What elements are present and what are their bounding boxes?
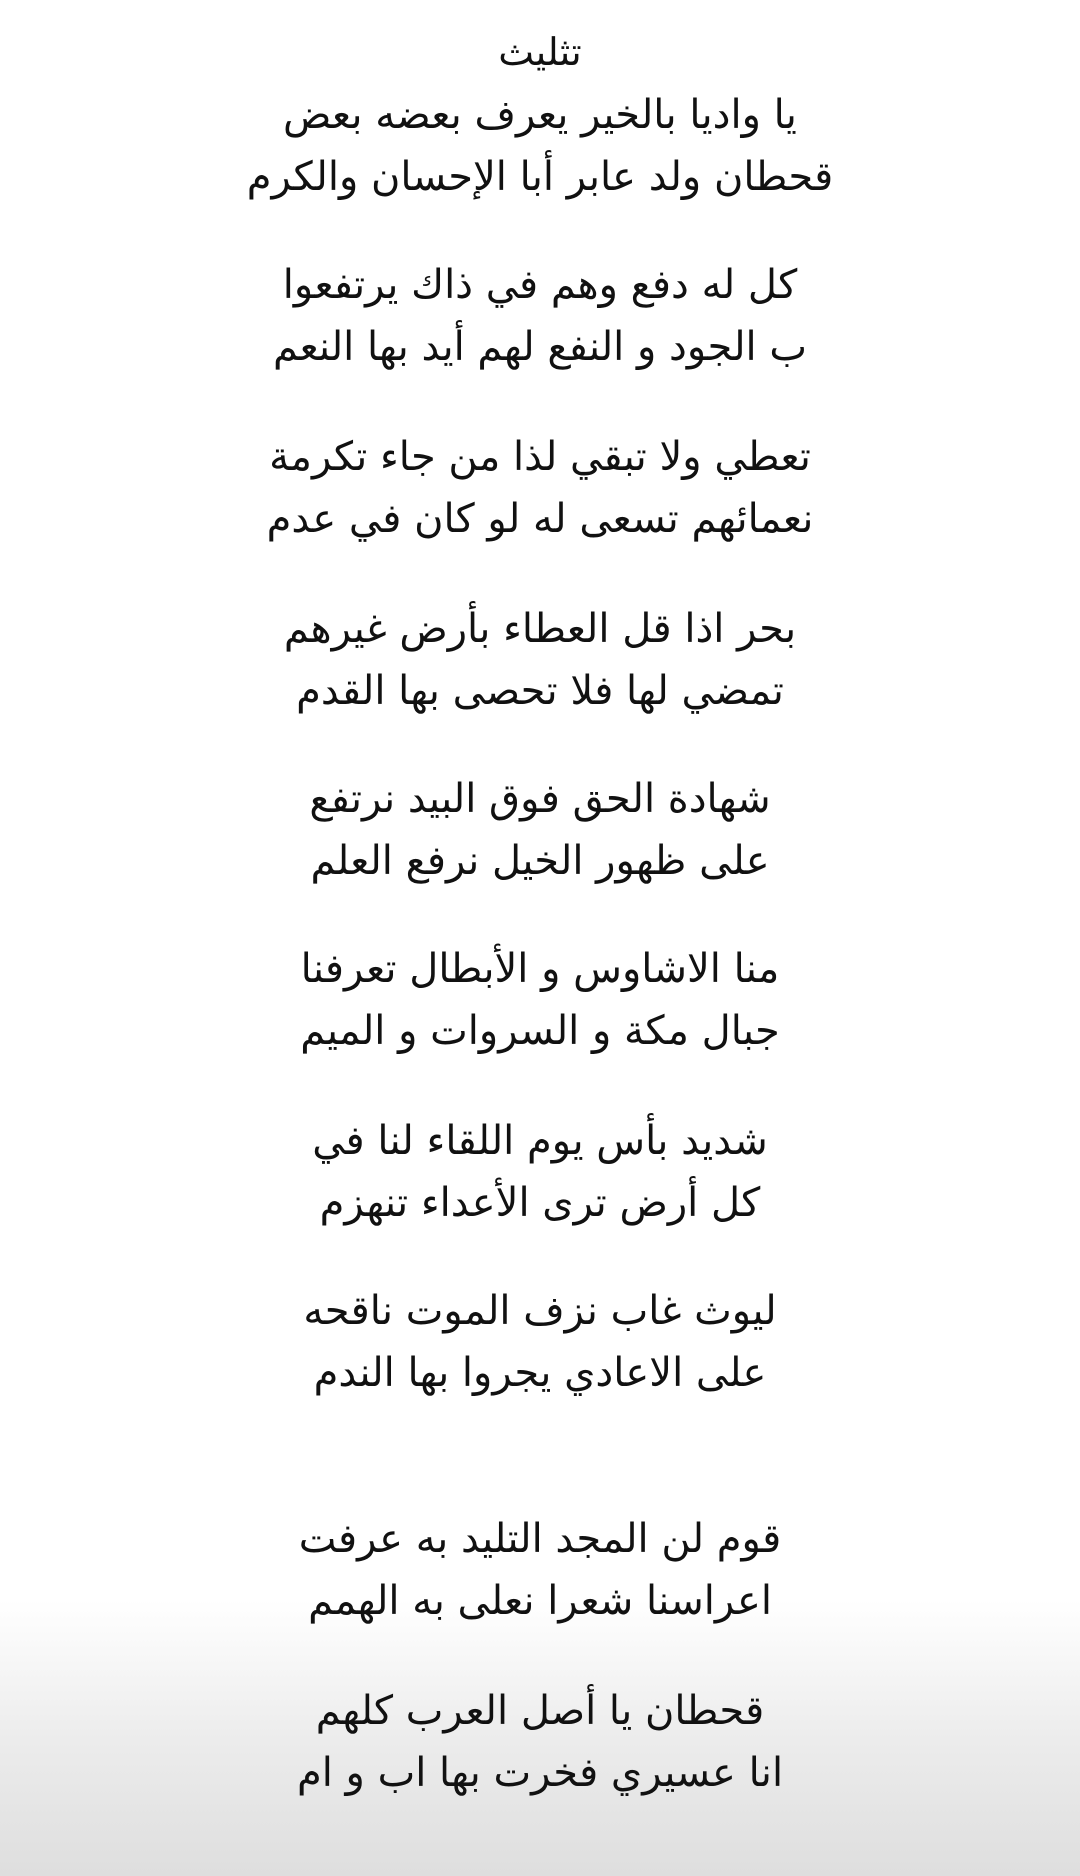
verse-line: ب الجود و النفع لهم أيد بها النعم (272, 324, 807, 370)
verse-line: اعراسنا شعرا نعلى به الهمم (308, 1578, 772, 1624)
stanza-4 (0, 598, 1080, 722)
stanza-10 (0, 1680, 1080, 1804)
stanza-8 (0, 1280, 1080, 1404)
verse-line: على ظهور الخيل نرفع العلم (310, 838, 770, 884)
stanza-9 (0, 1508, 1080, 1632)
stanza-1 (0, 84, 1080, 208)
verse-line: جبال مكة و السروات و الميم (300, 1008, 780, 1054)
verse-line: قحطان ولد عابر أبا الإحسان والكرم (246, 154, 834, 200)
verse-line: بحر اذا قل العطاء بأرض غيرهم (283, 606, 797, 652)
stanza-6 (0, 938, 1080, 1062)
verse-line: تمضي لها فلا تحصى بها القدم (296, 668, 784, 714)
verse-line: كل له دفع وهم في ذاك يرتفعوا (282, 262, 798, 308)
verse-line: قوم لن المجد التليد به عرفت (298, 1516, 782, 1562)
verse-line: كل أرض ترى الأعداء تنهزم (319, 1180, 761, 1226)
verse-line: ليوث غاب نزف الموت ناقحه (303, 1288, 777, 1334)
verse-line: انا عسيري فخرت بها اب و ام (296, 1750, 784, 1796)
verse-line: يا واديا بالخير يعرف بعضه بعض (283, 92, 797, 138)
verse-line: نعمائهم تسعى له لو كان في عدم (266, 496, 814, 542)
verse-line: شهادة الحق فوق البيد نرتفع (309, 776, 771, 822)
verse-line: منا الاشاوس و الأبطال تعرفنا (300, 946, 780, 992)
verse-line: شديد بأس يوم اللقاء لنا في (312, 1118, 768, 1164)
verse-line: على الاعادي يجروا بها الندم (313, 1350, 767, 1396)
stanza-3 (0, 426, 1080, 550)
stanza-2 (0, 254, 1080, 378)
stanza-5 (0, 768, 1080, 892)
stanza-7 (0, 1110, 1080, 1234)
poem-title: تثليث (498, 30, 582, 74)
verse-line: قحطان يا أصل العرب كلهم (315, 1688, 765, 1734)
verse-line: تعطي ولا تبقي لذا من جاء تكرمة (269, 434, 811, 480)
